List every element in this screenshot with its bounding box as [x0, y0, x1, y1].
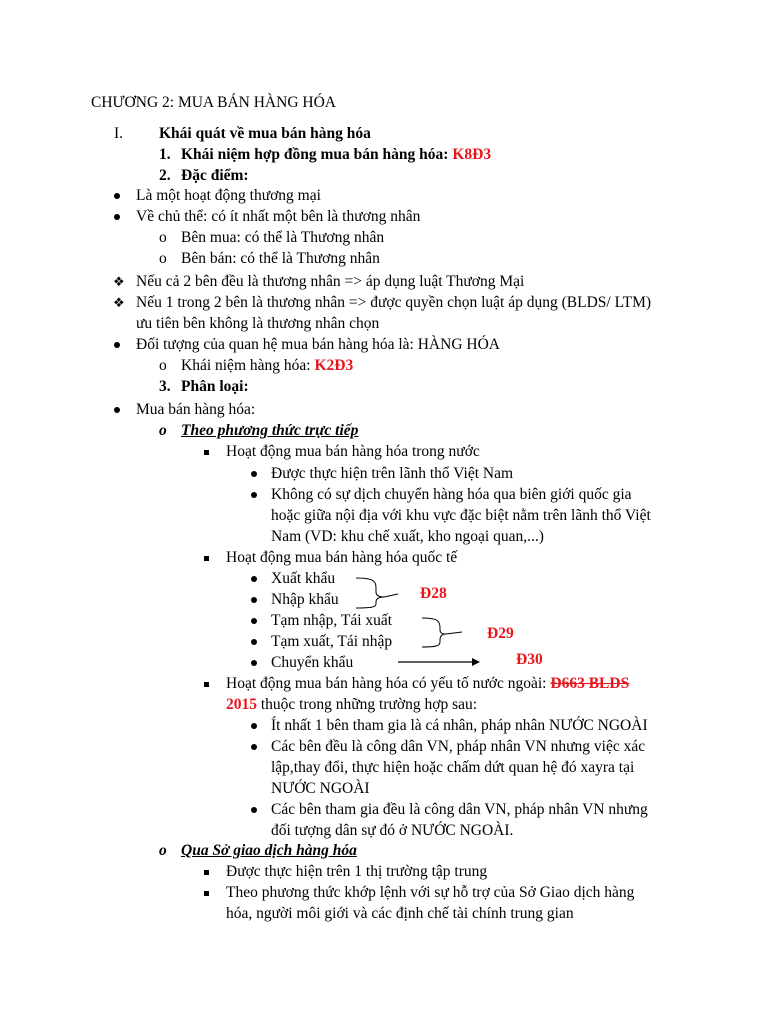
- bullet-text: Khái niệm hàng hóa: K2Đ3: [181, 357, 354, 374]
- section-heading: Khái quát về mua bán hàng hóa: [159, 125, 371, 142]
- bullet-dot: [114, 214, 120, 220]
- square-bullet: [204, 556, 209, 561]
- bullet-dot: [114, 407, 120, 413]
- bullet-dot: [251, 723, 257, 729]
- bullet-text-cont: ưu tiên bên không là thương nhân chọn: [136, 315, 380, 332]
- item-2-number: 2.: [159, 167, 171, 184]
- diamond-bullet-icon: ❖: [113, 274, 125, 289]
- bullet-text: Hoạt động mua bán hàng hóa quốc tế: [226, 549, 458, 566]
- circle-bullet: o: [159, 229, 167, 246]
- trade-type-item: Chuyển khẩu: [271, 654, 354, 671]
- hang-hoa-ref: K2Đ3: [314, 357, 354, 374]
- bullet-dot: [114, 193, 120, 199]
- bullet-text: Về chủ thể: có ít nhất một bên là thương nhân: [136, 208, 421, 225]
- trade-type-item: Nhập khẩu: [271, 591, 339, 608]
- bullet-text: Các bên đều là công dân VN, pháp nhân VN nhưng việc xác: [271, 738, 646, 755]
- subheading-exchange: Qua Sở giao dịch hàng hóa: [181, 842, 357, 859]
- bullet-dot: [114, 342, 120, 348]
- ref-2015: 2015: [226, 696, 257, 713]
- bullet-text: Mua bán hàng hóa:: [136, 401, 256, 418]
- bullet-text-cont: đối tượng dân sự đó ở NƯỚC NGOÀI.: [271, 822, 514, 839]
- bullet-text-cont: 2015 thuộc trong những trường hợp sau:: [226, 696, 478, 713]
- bullet-text: Không có sự dịch chuyển hàng hóa qua biên giới quốc gia: [271, 486, 632, 503]
- item-1-text: Khái niệm hợp đồng mua bán hàng hóa: K8Đ3: [181, 146, 492, 163]
- square-bullet: [204, 450, 209, 455]
- bullet-text-cont: lập,thay đổi, thực hiện hoặc chấm dứt quan hệ đó xayra tại: [271, 759, 635, 776]
- bullet-text: Hoạt động mua bán hàng hóa có yếu tố nước ngoài: Đ663 BLDS: [226, 675, 630, 692]
- bullet-text: Bên mua: có thể là Thương nhân: [181, 229, 385, 246]
- trade-type-item: Tạm xuất, Tái nhập: [271, 633, 393, 650]
- item-3-text: Phân loại:: [181, 378, 249, 395]
- bullet-dot: [251, 576, 257, 582]
- item-1-number: 1.: [159, 146, 171, 163]
- bullet-dot: [251, 471, 257, 477]
- trade-type-item: Xuất khẩu: [271, 570, 336, 587]
- ref-d663: Đ663 BLDS: [550, 675, 630, 692]
- arrow-right-icon: [398, 656, 482, 668]
- bullet-dot: [251, 639, 257, 645]
- trade-type-item: Tạm nhập, Tái xuất: [271, 612, 393, 629]
- bullet-dot: [251, 597, 257, 603]
- bullet-text: Nếu 1 trong 2 bên là thương nhân => được quyền chọn luật áp dụng (BLDS/ LTM): [136, 294, 652, 311]
- bullet-text: Được thực hiện trên lãnh thổ Việt Nam: [271, 465, 514, 482]
- circle-bullet-bold: o: [159, 422, 167, 439]
- circle-bullet: o: [159, 250, 167, 267]
- circle-bullet: o: [159, 357, 167, 374]
- bullet-text: Hoạt động mua bán hàng hóa trong nước: [226, 443, 480, 460]
- brace-icon: [420, 616, 490, 650]
- bullet-text: Là một hoạt động thương mại: [136, 187, 321, 204]
- bullet-text: Ít nhất 1 bên tham gia là cá nhân, pháp nhân NƯỚC NGOÀI: [271, 717, 648, 734]
- chapter-title: CHƯƠNG 2: MUA BÁN HÀNG HÓA: [91, 94, 336, 111]
- ref-d28: Đ28: [420, 585, 447, 602]
- square-bullet: [204, 682, 209, 687]
- ref-d29: Đ29: [487, 625, 514, 642]
- bullet-text: Đối tượng của quan hệ mua bán hàng hóa là: HÀNG HÓA: [136, 336, 500, 353]
- bullet-text: Được thực hiện trên 1 thị trường tập trung: [226, 863, 488, 880]
- section-numeral: I.: [114, 125, 124, 142]
- bullet-dot: [251, 660, 257, 666]
- square-bullet: [204, 870, 209, 875]
- bullet-dot: [251, 618, 257, 624]
- square-bullet: [204, 891, 209, 896]
- bullet-text: Nếu cả 2 bên đều là thương nhân => áp dụng luật Thương Mại: [136, 273, 525, 290]
- subheading-direct: Theo phương thức trực tiếp: [181, 422, 359, 439]
- bullet-text: Các bên tham gia đều là công dân VN, pháp nhân VN nhưng: [271, 801, 648, 818]
- item-2-text: Đặc điểm:: [181, 167, 249, 184]
- bullet-text-cont: hoặc giữa nội địa với khu vực đặc biệt nằm trên lãnh thổ Việt: [271, 507, 651, 524]
- ref-d30: Đ30: [516, 651, 543, 668]
- brace-icon: [354, 576, 424, 610]
- bullet-dot: [251, 744, 257, 750]
- bullet-text-cont: NƯỚC NGOÀI: [271, 780, 370, 797]
- item-3-number: 3.: [159, 378, 171, 395]
- bullet-dot: [251, 807, 257, 813]
- circle-bullet-bold: o: [159, 842, 167, 859]
- bullet-dot: [251, 492, 257, 498]
- diamond-bullet-icon: ❖: [113, 295, 125, 310]
- bullet-text-cont: Nam (VD: khu chế xuất, kho ngoại quan,...): [271, 528, 544, 545]
- item-1-ref: K8Đ3: [452, 146, 492, 163]
- bullet-text: Theo phương thức khớp lệnh với sự hỗ trợ của Sở Giao dịch hàng: [226, 884, 635, 901]
- bullet-text: Bên bán: có thể là Thương nhân: [181, 250, 380, 267]
- bullet-text-cont: hóa, người môi giới và các định chế tài chính trung gian: [226, 905, 574, 922]
